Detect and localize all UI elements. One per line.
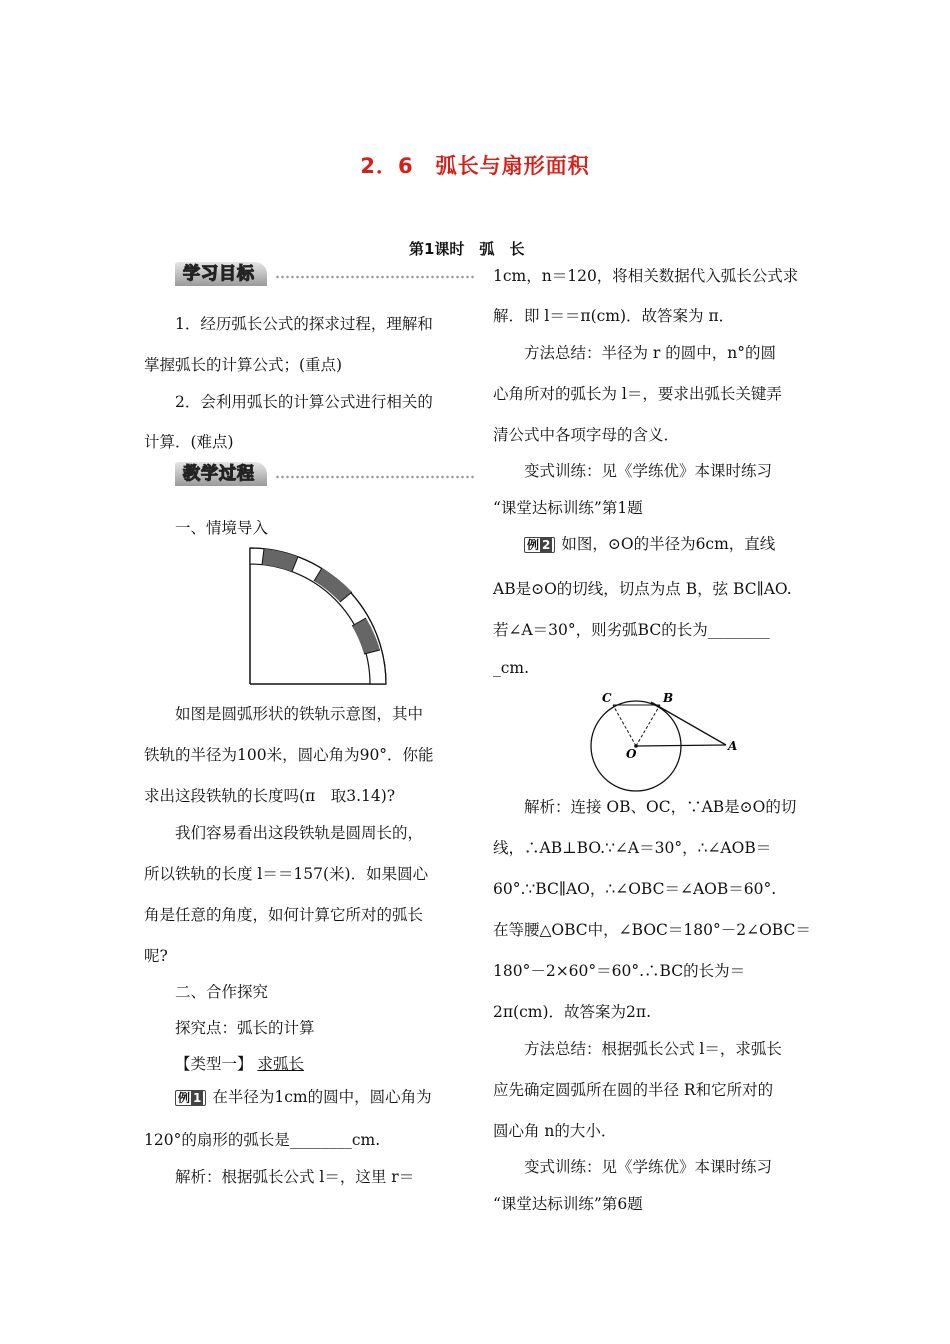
section-title: 学习目标 xyxy=(175,262,267,286)
example-2-line-3: 若∠A＝30°，则劣弧BC的长为________ xyxy=(493,621,770,639)
part-1-heading: 一、情境导入 xyxy=(175,519,269,537)
method-summary-2-line-1: 方法总结：根据弧长公式 l＝，求弧长 xyxy=(524,1040,782,1058)
example-badge: 例 2 xyxy=(524,537,555,553)
example-2-line-1: 例 2 如图，⊙O的半径为6cm，直线 xyxy=(524,532,775,554)
objective-2b: 计算．(难点) xyxy=(144,433,234,451)
method-summary-3: 清公式中各项字母的含义． xyxy=(493,426,680,444)
label-B: B xyxy=(663,691,674,705)
type-1-heading xyxy=(175,1052,304,1074)
circle-tangent-figure xyxy=(588,688,748,800)
page-title: 2．6 弧长与扇形面积 xyxy=(360,154,590,178)
dotted-rule xyxy=(275,474,475,480)
method-summary-2: 心角所对的弧长为 l＝，要求出弧长关键弄 xyxy=(493,385,782,403)
solution-line-5: 180°－2×60°＝60°.∴BC的长为＝ xyxy=(493,962,746,980)
intro-line-3: 求出这段铁轨的长度吗(π 取3.14)? xyxy=(144,787,396,805)
label-A: A xyxy=(728,739,738,753)
intro-line-7: 呢? xyxy=(144,947,168,965)
right-line-1: 1cm，n＝120，将相关数据代入弧长公式求 xyxy=(493,267,799,285)
solution-line-1: 解析：连接 OB、OC，∵AB是⊙O的切 xyxy=(524,798,797,816)
variant-training-2: 变式训练：见《学练优》本课时练习 xyxy=(524,1158,773,1176)
solution-line-4: 在等腰△OBC中，∠BOC＝180°－2∠OBC＝ xyxy=(493,921,811,939)
intro-line-6: 角是任意的角度，如何计算它所对的弧长 xyxy=(144,906,424,924)
section-learning-goals xyxy=(175,262,475,286)
example-2-line-2: AB是⊙O的切线，切点为点 B，弦 BC∥AO. xyxy=(493,580,792,598)
type-label: 求弧长 xyxy=(257,1055,304,1073)
example-1-line-2: 120°的扇形的弧长是________cm. xyxy=(144,1131,381,1149)
variant-training-1: 变式训练：见《学练优》本课时练习 xyxy=(524,462,773,480)
railway-arc-figure xyxy=(248,546,388,686)
lesson-heading: 第1课时 弧 长 xyxy=(409,240,525,258)
type-prefix: 【类型一】 xyxy=(175,1055,253,1073)
example-2-line-4: _cm. xyxy=(493,659,530,677)
objective-1b: 掌握弧长的计算公式；(重点) xyxy=(144,356,343,374)
method-summary-2-line-2: 应先确定圆弧所在圆的半径 R和它所对的 xyxy=(493,1081,774,1099)
solution-line-3: 60°.∵BC∥AO，∴∠OBC＝∠AOB＝60°. xyxy=(493,880,777,898)
intro-line-5: 所以铁轨的长度 l＝＝157(米)．如果圆心 xyxy=(144,865,429,883)
dotted-rule xyxy=(275,274,475,280)
method-summary-2-line-3: 圆心角 n的大小． xyxy=(493,1122,617,1140)
explore-point: 探究点：弧长的计算 xyxy=(175,1019,315,1037)
example-1-solution: 解析：根据弧长公式 l＝，这里 r＝ xyxy=(175,1168,415,1186)
objective-1a: 1．经历弧长公式的探求过程，理解和 xyxy=(175,315,433,333)
right-line-2: 解．即 l＝＝π(cm)．故答案为 π． xyxy=(493,307,735,325)
section-title: 教学过程 xyxy=(175,462,267,486)
label-O: O xyxy=(626,747,637,761)
example-badge: 例 1 xyxy=(175,1090,206,1106)
method-summary-1: 方法总结：半径为 r 的圆中，n°的圆 xyxy=(524,344,776,362)
intro-line-1: 如图是圆弧形状的铁轨示意图，其中 xyxy=(175,705,424,723)
example-1-line-1: 例 1 在半径为1cm的圆中，圆心角为 xyxy=(175,1085,432,1107)
section-teaching-process xyxy=(175,462,475,486)
solution-line-6: 2π(cm)．故答案为2π. xyxy=(493,1003,651,1021)
intro-line-2: 铁轨的半径为100米，圆心角为90°．你能 xyxy=(144,746,434,764)
variant-training-1b: “课堂达标训练”第1题 xyxy=(493,499,643,517)
label-C: C xyxy=(602,691,612,705)
variant-training-2b: “课堂达标训练”第6题 xyxy=(493,1195,643,1213)
objective-2a: 2．会利用弧长的计算公式进行相关的 xyxy=(175,393,433,411)
intro-line-4: 我们容易看出这段铁轨是圆周长的， xyxy=(175,824,424,842)
solution-line-2: 线，∴AB⊥BO.∵∠A＝30°，∴∠AOB＝ xyxy=(493,839,772,857)
part-2-heading: 二、合作探究 xyxy=(175,983,269,1001)
